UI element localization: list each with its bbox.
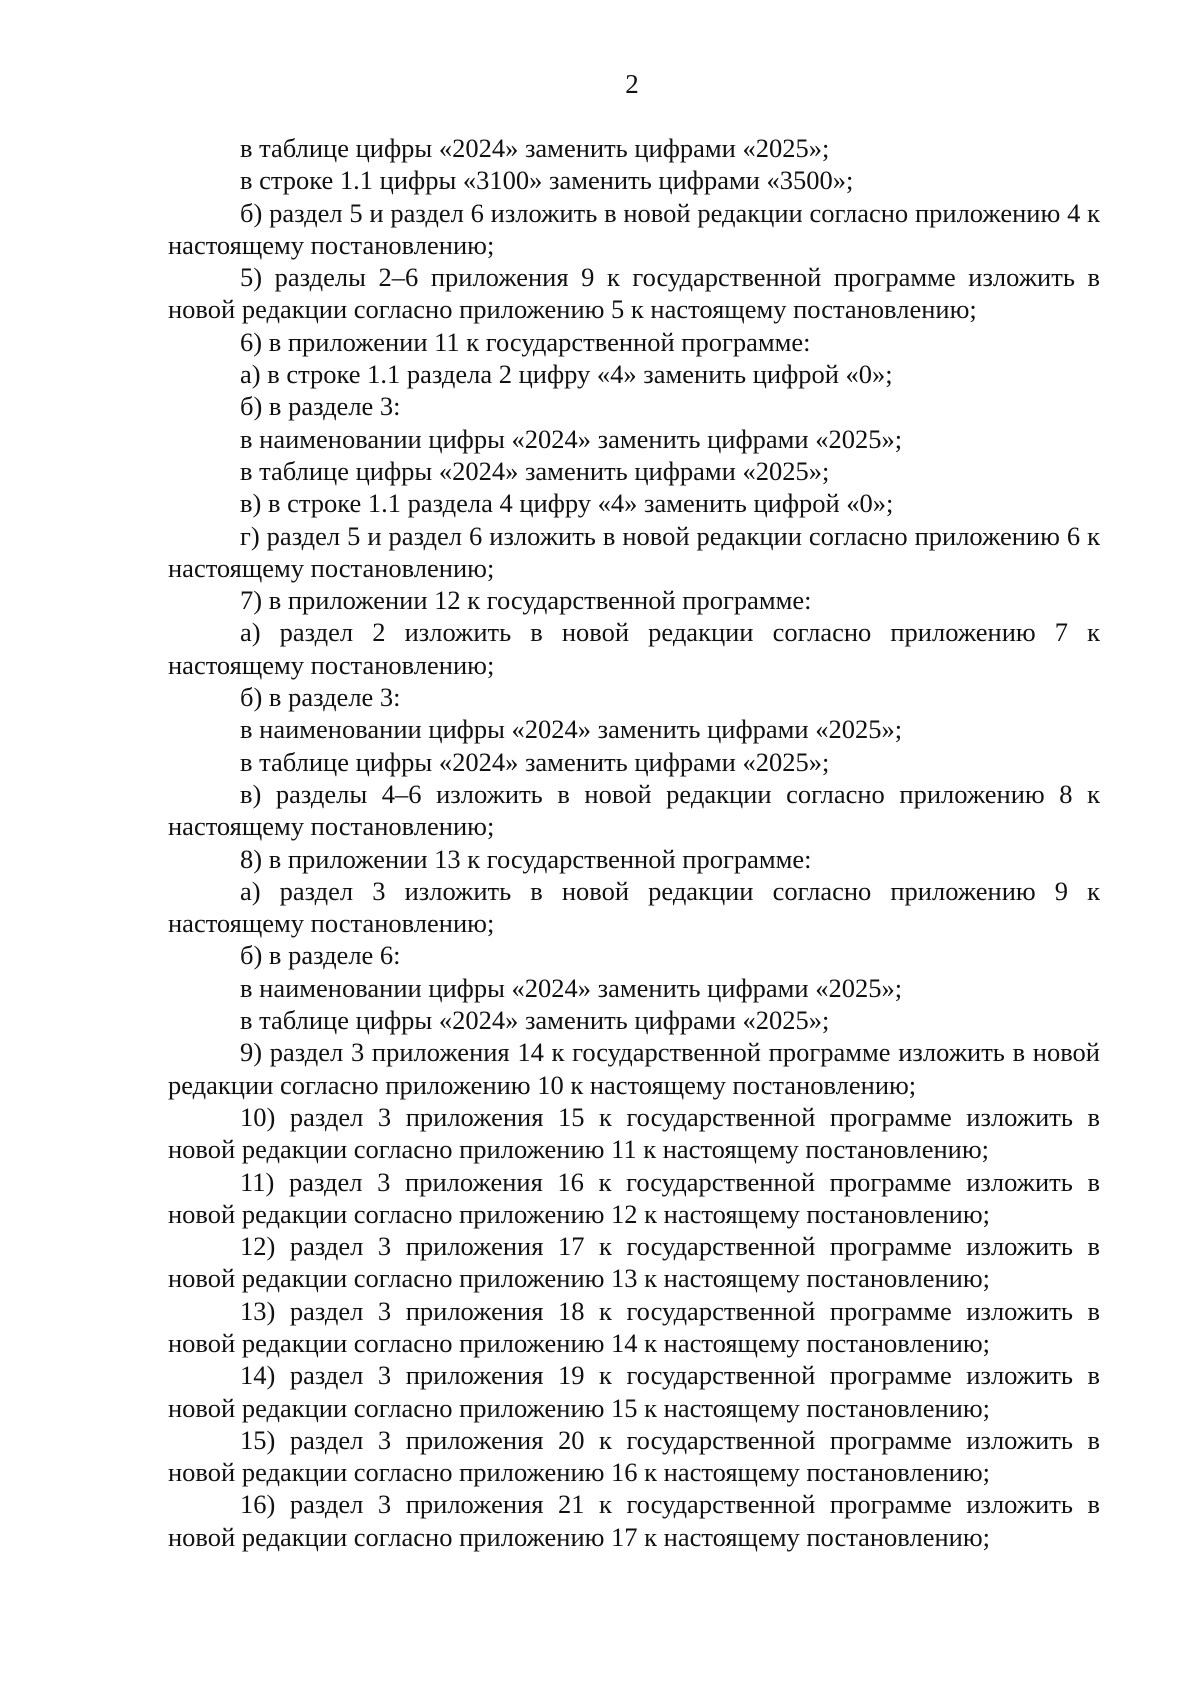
paragraph: 16) раздел 3 приложения 21 к государственной программе изложить в новой редакции согласно приложению 17 к настоящему постановлению; <box>168 1489 1100 1552</box>
paragraph: 12) раздел 3 приложения 17 к государственной программе изложить в новой редакции согласно приложению 13 к настоящему постановлению; <box>168 1231 1100 1294</box>
paragraph: в таблице цифры «2024» заменить цифрами «2025»; <box>240 455 830 486</box>
paragraph: 13) раздел 3 приложения 18 к государственной программе изложить в новой редакции согласно приложению 14 к настоящему постановлению; <box>168 1295 1100 1358</box>
paragraph: в таблице цифры «2024» заменить цифрами «2025»; <box>240 746 830 777</box>
paragraph: в наименовании цифры «2024» заменить цифрами «2025»; <box>240 714 903 745</box>
paragraph: 15) раздел 3 приложения 20 к государственной программе изложить в новой редакции согласно приложению 16 к настоящему постановлению; <box>168 1424 1100 1488</box>
paragraph: 6) в приложении 11 к государственной программе: <box>240 326 811 357</box>
paragraph: в таблице цифры «2024» заменить цифрами «2025»; <box>240 133 830 163</box>
paragraph: г) раздел 5 и раздел 6 изложить в новой редакции согласно приложению 6 к настоящему постановлению; <box>168 520 1100 583</box>
paragraph: в) разделы 4–6 изложить в новой редакции согласно приложению 8 к настоящему постановлению; <box>168 778 1100 842</box>
paragraph: в строке 1.1 цифры «3100» заменить цифрами «3500»; <box>240 165 854 196</box>
paragraph: б) раздел 5 и раздел 6 изложить в новой редакции согласно приложению 4 к настоящему постановлению; <box>168 197 1100 260</box>
paragraph: 8) в приложении 13 к государственной программе: <box>240 843 812 874</box>
paragraph: 5) разделы 2–6 приложения 9 к государственной программе изложить в новой редакции согласно приложению 5 к настоящему постановлению; <box>168 262 1100 325</box>
paragraph: в) в строке 1.1 раздела 4 цифру «4» заменить цифрой «0»; <box>240 488 894 519</box>
paragraph: 14) раздел 3 приложения 19 к государственной программе изложить в новой редакции согласно приложению 15 к настоящему постановлению; <box>168 1360 1100 1423</box>
paragraph: б) в разделе 3: <box>240 682 401 713</box>
paragraph: б) в разделе 6: <box>240 940 401 971</box>
document-body <box>168 132 1100 1553</box>
paragraph: 7) в приложении 12 к государственной программе: <box>240 585 812 616</box>
paragraph: а) в строке 1.1 раздела 2 цифру «4» заменить цифрой «0»; <box>240 359 893 390</box>
paragraph: а) раздел 2 изложить в новой редакции согласно приложению 7 к настоящему постановлению; <box>168 617 1100 680</box>
paragraph: в наименовании цифры «2024» заменить цифрами «2025»; <box>240 423 903 454</box>
paragraph: 11) раздел 3 приложения 16 к государственной программе изложить в новой редакции согласно приложению 12 к настоящему постановлению; <box>168 1166 1100 1229</box>
page-number: 2 <box>625 69 639 99</box>
paragraph: б) в разделе 3: <box>240 391 401 422</box>
paragraph: в наименовании цифры «2024» заменить цифрами «2025»; <box>240 972 903 1003</box>
paragraph: 9) раздел 3 приложения 14 к государственной программе изложить в новой редакции согласно приложению 10 к настоящему постановлению; <box>168 1037 1100 1100</box>
paragraph: а) раздел 3 изложить в новой редакции согласно приложению 9 к настоящему постановлению; <box>168 875 1100 939</box>
paragraph: в таблице цифры «2024» заменить цифрами «2025»; <box>240 1005 830 1036</box>
paragraph: 10) раздел 3 приложения 15 к государственной программе изложить в новой редакции согласно приложению 11 к настоящему постановлению; <box>168 1101 1100 1165</box>
